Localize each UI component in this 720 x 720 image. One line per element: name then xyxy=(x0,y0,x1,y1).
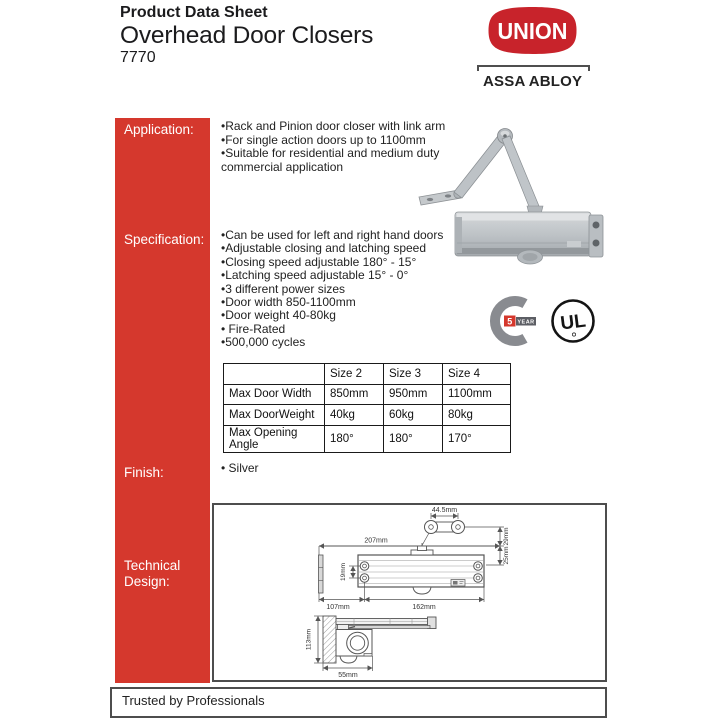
union-logo-icon xyxy=(486,5,579,56)
table-row: Max Door Width 850mm 950mm 1100mm xyxy=(224,384,511,405)
brand-block xyxy=(477,5,597,90)
header-titles xyxy=(120,2,373,67)
list-item: •Adjustable closing and latching speed xyxy=(221,241,427,256)
table-row: Max DoorWeight 40kg 60kg 80kg xyxy=(224,405,511,426)
list-item: • Fire-Rated xyxy=(221,321,286,336)
finish-label: Finish: xyxy=(124,465,164,480)
col-size2: Size 2 xyxy=(325,364,384,385)
dim-side-width: 55mm xyxy=(338,672,358,679)
svg-text:5: 5 xyxy=(507,316,513,327)
col-size3: Size 3 xyxy=(384,364,443,385)
technical-drawing-box xyxy=(212,503,607,682)
technical-drawing xyxy=(214,505,605,680)
union-logo-text: UNION xyxy=(497,18,568,44)
list-item: •For single action doors up to 1100mm xyxy=(221,132,426,147)
list-item: •Rack and Pinion door closer with link arm xyxy=(221,119,446,133)
svg-text:YEAR: YEAR xyxy=(517,319,535,326)
footer-banner xyxy=(110,687,607,718)
svg-text:UL: UL xyxy=(559,310,588,335)
door-closer-illustration xyxy=(417,113,612,270)
parent-brand-text: ASSA ABLOY xyxy=(483,73,583,90)
tagline: Trusted by Professionals xyxy=(122,693,265,708)
application-list xyxy=(221,120,447,174)
list-item: •Door weight 40-80kg xyxy=(221,308,336,323)
list-item: •3 different power sizes xyxy=(221,281,346,296)
certification-badges xyxy=(487,294,596,350)
dim-hole-spacing: 19mm xyxy=(340,562,347,582)
guarantee-5-year-icon xyxy=(487,294,543,350)
finish-list xyxy=(221,462,421,476)
dim-side-height: 113mm xyxy=(305,628,313,651)
list-item: •Suitable for residential and medium duty commercial application xyxy=(221,146,440,174)
application-label: Application: xyxy=(124,122,194,137)
table-row: Max Opening Angle 180° 180° 170° xyxy=(224,425,511,452)
list-item: • Silver xyxy=(221,461,259,475)
product-photo xyxy=(417,113,612,275)
list-item: •Can be used for left and right hand doors xyxy=(221,228,444,242)
logo-underline xyxy=(477,65,590,71)
table-header-row xyxy=(224,364,511,385)
section-sidebar xyxy=(115,118,210,683)
list-item: •Door width 850-1100mm xyxy=(221,295,356,310)
dim-proj-body: 25mm xyxy=(503,546,510,565)
doc-type-label: Product Data Sheet xyxy=(120,4,268,21)
list-item: •Latching speed adjustable 15° - 0° xyxy=(221,268,409,283)
ul-listed-icon xyxy=(550,298,596,344)
list-item: •500,000 cycles xyxy=(221,335,306,350)
model-number: 7770 xyxy=(120,49,156,66)
col-size4: Size 4 xyxy=(443,364,511,385)
page-title: Overhead Door Closers xyxy=(120,22,374,49)
forearm xyxy=(502,136,539,209)
dim-length: 207mm xyxy=(364,537,388,545)
size-table xyxy=(223,363,511,453)
specification-label: Specification: xyxy=(124,232,205,247)
dim-right: 162mm xyxy=(412,604,436,611)
dim-proj-arm: 29mm xyxy=(503,527,510,546)
dim-left: 107mm xyxy=(326,604,350,611)
end-plate xyxy=(589,215,603,257)
dim-link-width: 44.5mm xyxy=(431,507,458,514)
list-item: •Closing speed adjustable 180° - 15° xyxy=(221,254,417,269)
technical-design-label: Technical Design: xyxy=(124,558,181,589)
